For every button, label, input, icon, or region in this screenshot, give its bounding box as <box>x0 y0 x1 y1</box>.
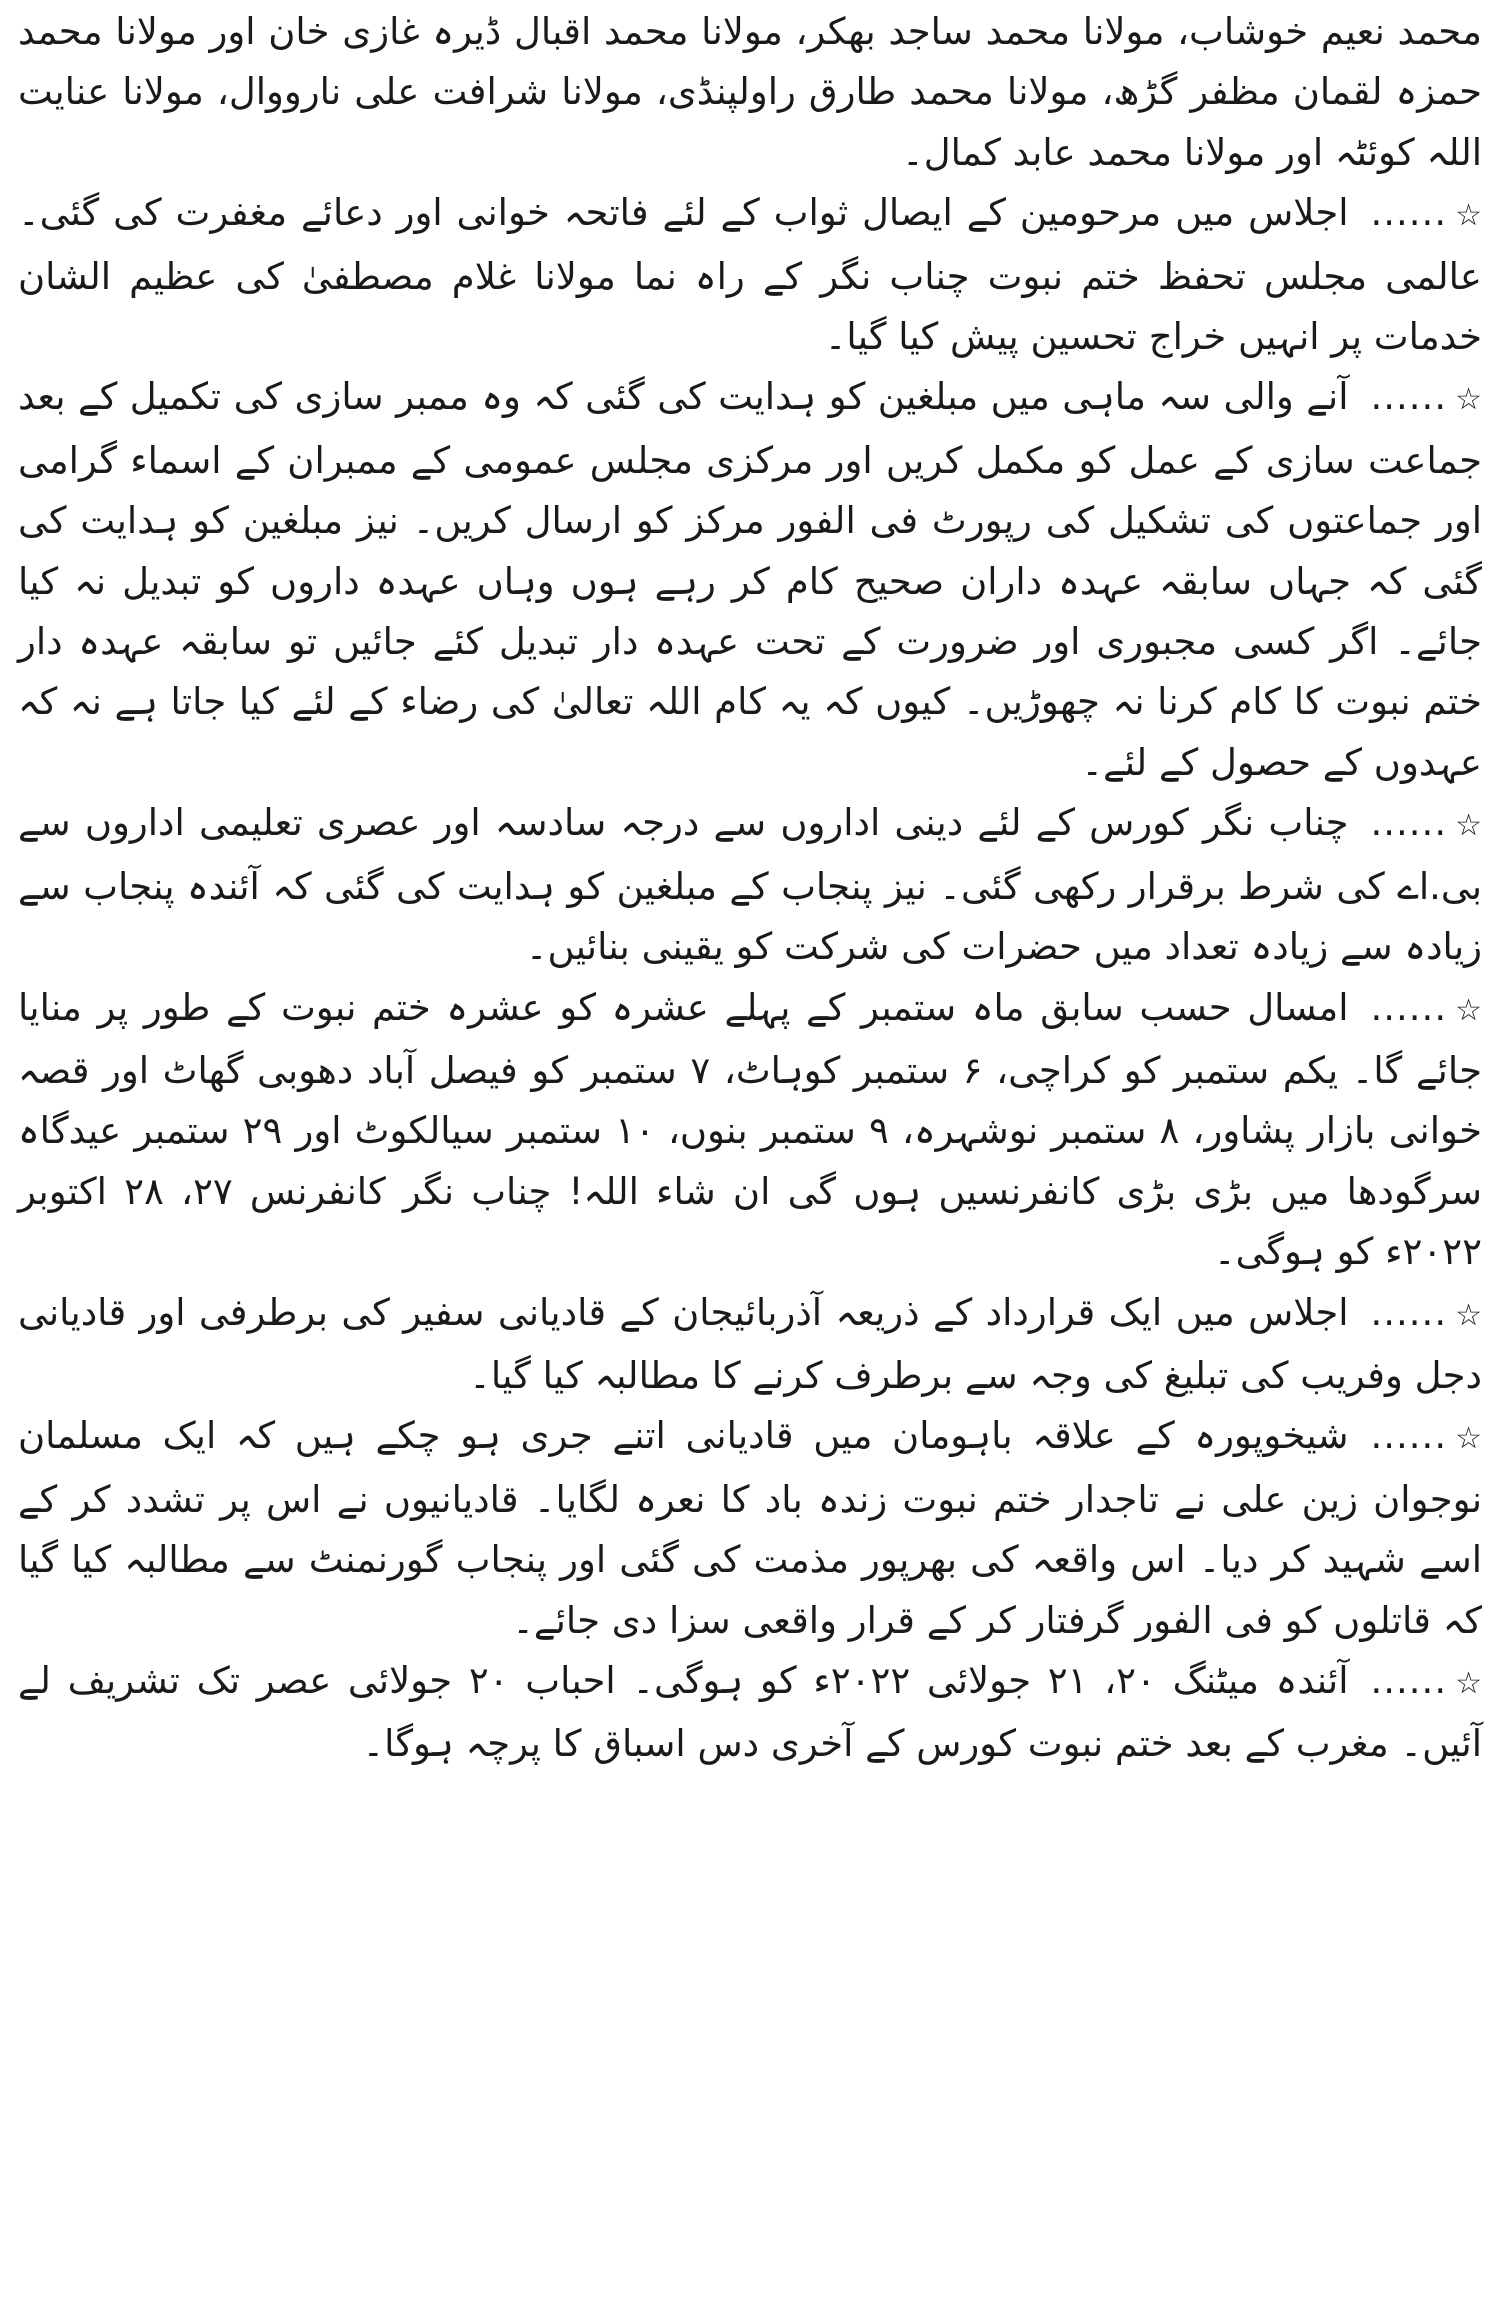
star-bullet-icon: ☆ <box>1455 1421 1482 1457</box>
paragraph-attendees-continued <box>18 2 1482 183</box>
dot-leader: ...... <box>1370 1414 1448 1458</box>
paragraph-membership <box>18 367 1482 793</box>
star-bullet-icon: ☆ <box>1455 382 1482 418</box>
dot-leader: ...... <box>1370 191 1448 235</box>
paragraph-resolution <box>18 1283 1482 1407</box>
star-bullet-icon: ☆ <box>1455 1297 1482 1333</box>
paragraph-course-eligibility <box>18 793 1482 977</box>
paragraph-text: چناب نگر کورس کے لئے دینی اداروں سے درجہ سادسہ اور عصری تعلیمی اداروں سے بی.اے کی شرط برقرار رکھی گئی۔ نیز پنجاب کے مبلغین کو ہدایت کی گئی کہ آئندہ پنجاب سے زیادہ سے زیادہ تعداد میں حضرات کی شرکت کو یقینی بنائیں۔ <box>18 801 1482 969</box>
dot-leader: ...... <box>1370 375 1448 419</box>
paragraph-fateha <box>18 183 1482 367</box>
star-bullet-icon: ☆ <box>1455 1665 1482 1701</box>
paragraph-text: محمد نعیم خوشاب، مولانا محمد ساجد بھکر، مولانا محمد اقبال ڈیرہ غازی خان اور مولانا محمد حمزہ لقمان مظفر گڑھ، مولانا محمد طارق راولپنڈی، مولانا شرافت علی نارووال، مولانا عنایت اللہ کوئٹہ اور مولانا محمد عابد کمال۔ <box>18 10 1482 174</box>
paragraph-sheikhupura-incident <box>18 1406 1482 1651</box>
paragraph-text: اجلاس میں مرحومین کے ایصال ثواب کے لئے فاتحہ خوانی اور دعائے مغفرت کی گئی۔ عالمی مجلس تحفظ ختم نبوت چناب نگر کے راہ نما مولانا غلام مصطفیٰ کی عظیم الشان خدمات پر انہیں خراج تحسین پیش کیا گیا۔ <box>18 191 1482 359</box>
dot-leader: ...... <box>1370 1658 1448 1702</box>
dot-leader: ...... <box>1370 985 1448 1029</box>
star-bullet-icon: ☆ <box>1455 992 1482 1028</box>
dot-leader: ...... <box>1370 801 1448 845</box>
paragraph-text: آنے والی سہ ماہی میں مبلغین کو ہدایت کی گئی کہ وہ ممبر سازی کی تکمیل کے بعد جماعت سازی کے عمل کو مکمل کریں اور مرکزی مجلس عمومی کے ممبران کے اسماء گرامی اور جماعتوں کی تشکیل کی رپورٹ فی الفور مرکز کو ارسال کریں۔ نیز مبلغین کو ہدایت کی گئی کہ جہاں سابقہ عہدہ داران صحیح کام کر رہے ہوں وہاں عہدہ داروں کو تبدیل نہ کیا جائے۔ اگر کسی مجبوری اور ضرورت کے تحت عہدہ دار تبدیل کئے جائیں تو سابقہ عہدہ دار ختم نبوت کا کام کرنا نہ چھوڑیں۔ کیوں کہ یہ کام اللہ تعالیٰ کی رضاء کے لئے کیا جاتا ہے نہ کہ عہدوں کے حصول کے لئے۔ <box>18 375 1482 784</box>
paragraph-text: اجلاس میں ایک قرارداد کے ذریعہ آذربائیجان کے قادیانی سفیر کی برطرفی اور قادیانی دجل وفریب کی تبلیغ کی وجہ سے برطرف کرنے کا مطالبہ کیا گیا۔ <box>18 1290 1482 1397</box>
paragraph-september-conferences <box>18 978 1482 1283</box>
paragraph-next-meeting <box>18 1651 1482 1775</box>
star-bullet-icon: ☆ <box>1455 198 1482 234</box>
paragraph-text: شیخوپورہ کے علاقہ باہومان میں قادیانی اتنے جری ہو چکے ہیں کہ ایک مسلمان نوجوان زین علی نے تاجدار ختم نبوت زندہ باد کا نعرہ لگایا۔ قادیانیوں نے اس پر تشدد کر کے اسے شہید کر دیا۔ اس واقعہ کی بھرپور مذمت کی گئی اور پنجاب گورنمنٹ سے مطالبہ کیا گیا کہ قاتلوں کو فی الفور گرفتار کر کے قرار واقعی سزا دی جائے۔ <box>18 1414 1482 1642</box>
paragraph-text: آئندہ میٹنگ ۲۰، ۲۱ جولائی ۲۰۲۲ء کو ہوگی۔ احباب ۲۰ جولائی عصر تک تشریف لے آئیں۔ مغرب کے بعد ختم نبوت کورس کے آخری دس اسباق کا پرچہ ہوگا۔ <box>18 1658 1482 1766</box>
paragraph-text: امسال حسب سابق ماہ ستمبر کے پہلے عشرہ کو عشرہ ختم نبوت کے طور پر منایا جائے گا۔ یکم ستمبر کو کراچی، ۶ ستمبر کوہاٹ، ۷ ستمبر کو فیصل آباد دھوبی گھاٹ اور قصہ خوانی بازار پشاور، ۸ ستمبر نوشہرہ، ۹ ستمبر بنوں، ۱۰ ستمبر سیالکوٹ اور ۲۹ ستمبر عیدگاہ سرگودھا میں بڑی بڑی کانفرنسیں ہوں گی ان شاء اللہ! چناب نگر کانفرنس ۲۷، ۲۸ اکتوبر ۲۰۲۲ء کو ہوگی۔ <box>18 985 1482 1274</box>
dot-leader: ...... <box>1370 1290 1448 1334</box>
star-bullet-icon: ☆ <box>1455 808 1482 844</box>
